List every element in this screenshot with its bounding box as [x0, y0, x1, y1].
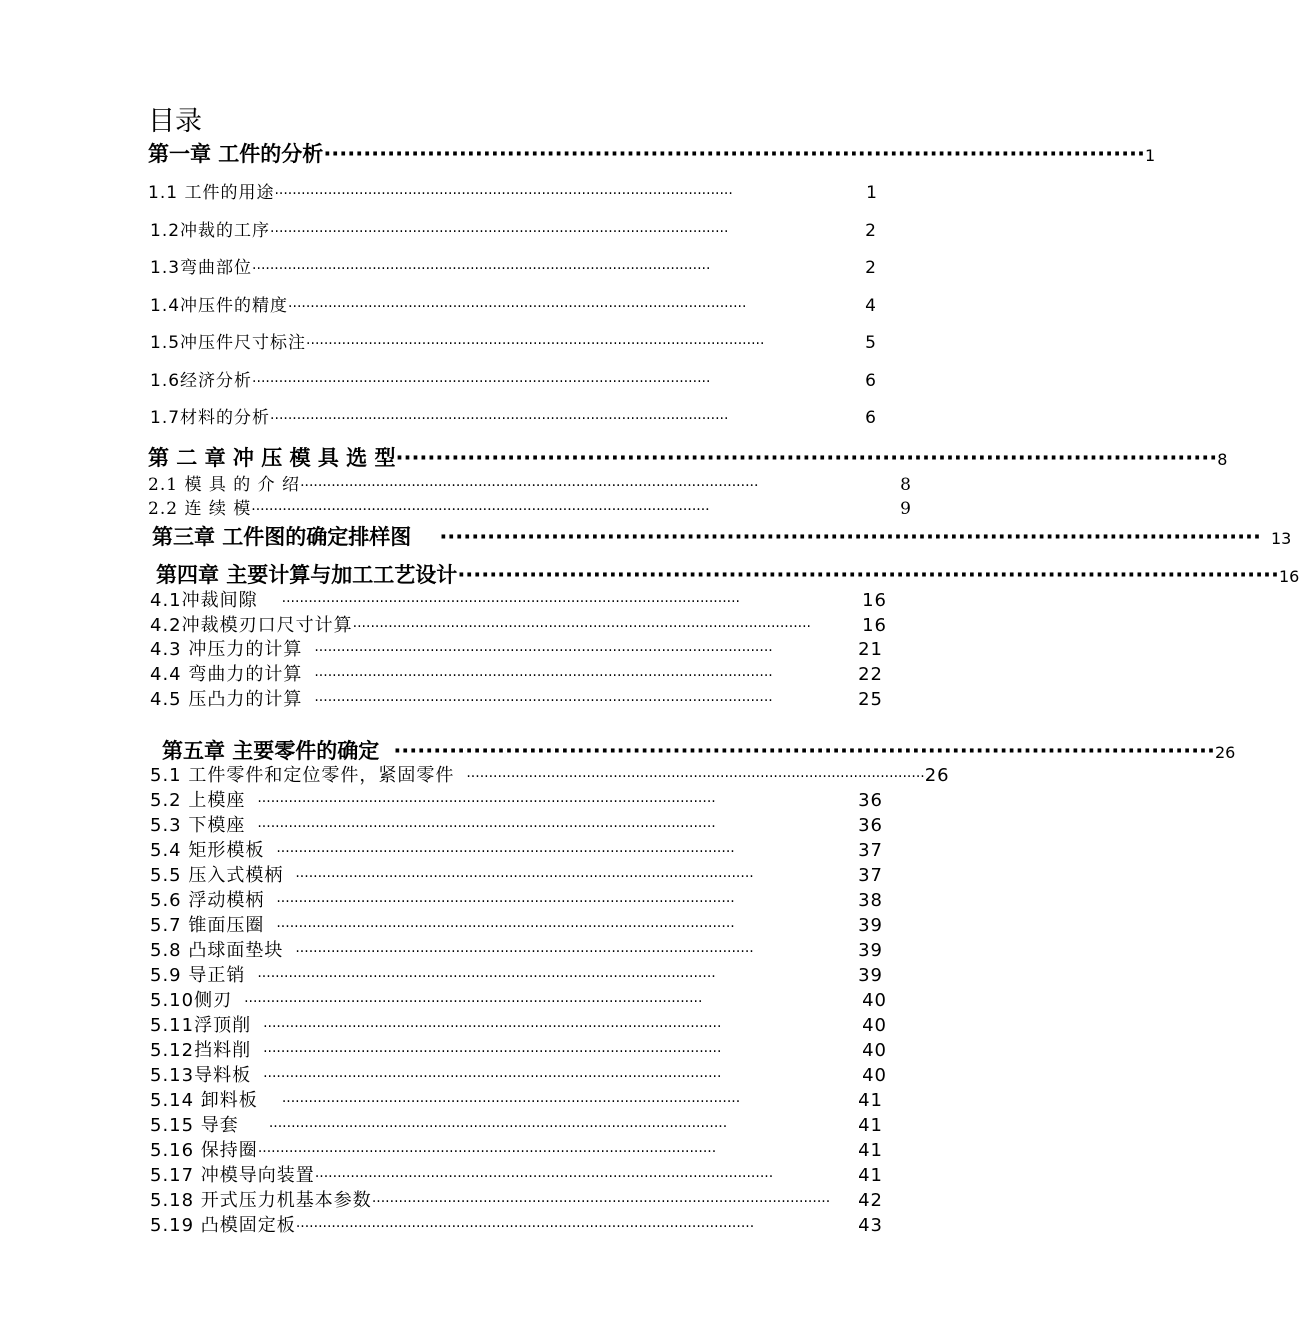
- toc-leader: ·······································································································: [276, 844, 735, 860]
- toc-page-number: 40: [862, 1040, 887, 1061]
- toc-page-number: 9: [900, 499, 912, 519]
- toc-entry-ch5[interactable]: [162, 737, 1236, 767]
- toc-leader: ·······································································································: [274, 186, 733, 202]
- toc-entry-4-1[interactable]: [150, 589, 887, 614]
- toc-entry-ch1[interactable]: [148, 140, 1156, 170]
- toc-leader: ·······································································································: [276, 919, 735, 935]
- toc-label: 5.3 下模座: [150, 815, 246, 836]
- toc-label: 1.3弯曲部位: [150, 258, 253, 278]
- toc-leader: ·······································································································: [263, 1044, 722, 1060]
- toc-label: 5.14 卸料板: [150, 1090, 258, 1111]
- toc-entry-1-1[interactable]: [148, 181, 878, 206]
- toc-leader: ·······································································································: [268, 1119, 728, 1135]
- toc-entry-5-15[interactable]: [150, 1114, 883, 1139]
- toc-label: 5.18 开式压力机基本参数: [150, 1190, 372, 1211]
- toc-entry-4-5[interactable]: [150, 688, 883, 713]
- toc-label: 4.3 冲压力的计算: [150, 639, 303, 660]
- toc-entry-1-4[interactable]: [150, 294, 877, 319]
- toc-page-number: 41: [858, 1165, 883, 1186]
- toc-entry-5-3[interactable]: [150, 814, 883, 839]
- toc-label: 第五章 主要零件的确定: [162, 739, 380, 763]
- toc-leader: ·······································································································: [257, 969, 716, 985]
- toc-page-number: 39: [858, 965, 883, 986]
- toc-page-number: 37: [858, 865, 883, 886]
- toc-leader: ·······································································································: [270, 224, 729, 240]
- toc-leader: ·······································································································: [371, 1194, 831, 1210]
- toc-label: 5.12挡料削: [150, 1040, 252, 1061]
- toc-label: 第一章 工件的分析: [148, 142, 324, 166]
- toc-entry-5-1[interactable]: [150, 764, 950, 789]
- toc-leader: ·······································································································: [263, 1069, 722, 1085]
- toc-page-number: 1: [866, 183, 878, 203]
- toc-page-number: 36: [858, 790, 883, 811]
- toc-leader: ·······································································································: [257, 1144, 717, 1160]
- toc-entry-5-18[interactable]: [150, 1189, 883, 1214]
- toc-label: 5.13导料板: [150, 1065, 252, 1086]
- toc-entry-5-7[interactable]: [150, 914, 883, 939]
- toc-entry-5-16[interactable]: [150, 1139, 883, 1164]
- toc-entry-4-2[interactable]: [150, 614, 887, 639]
- toc-label: 5.17 冲模导向装置: [150, 1165, 315, 1186]
- toc-leader: ·······································································································: [276, 894, 735, 910]
- toc-label: 5.10侧刃: [150, 990, 233, 1011]
- toc-leader: ·······································································································: [270, 411, 729, 427]
- toc-page-number: 16: [862, 590, 887, 611]
- toc-label: 第三章 工件图的确定排样图: [152, 525, 412, 549]
- toc-entry-ch2[interactable]: [148, 444, 1228, 474]
- toc-page-number: 38: [858, 890, 883, 911]
- toc-page-number: 39: [858, 940, 883, 961]
- toc-leader: ·······································································································: [395, 446, 1218, 470]
- toc-entry-5-6[interactable]: [150, 889, 883, 914]
- toc-entry-1-5[interactable]: [150, 331, 877, 356]
- toc-label: 5.8 凸球面垫块: [150, 940, 284, 961]
- toc-leader: ·······································································································: [251, 502, 710, 518]
- toc-leader: ·······································································································: [252, 261, 711, 277]
- toc-entry-5-4[interactable]: [150, 839, 883, 864]
- toc-leader: ·······································································································: [323, 142, 1145, 166]
- toc-page-number: 37: [858, 840, 883, 861]
- toc-entry-1-7[interactable]: [150, 406, 877, 431]
- toc-entry-5-13[interactable]: [150, 1064, 887, 1089]
- toc-label: 5.1 工件零件和定位零件，紧固零件: [150, 765, 455, 786]
- toc-page-number: 2: [865, 258, 877, 278]
- toc-entry-1-6[interactable]: [150, 369, 877, 394]
- toc-entry-5-8[interactable]: [150, 939, 883, 964]
- toc-label: 5.19 凸模固定板: [150, 1215, 296, 1236]
- toc-leader: ·······································································································: [263, 1019, 722, 1035]
- toc-entry-5-2[interactable]: [150, 789, 883, 814]
- toc-entry-ch3[interactable]: [152, 523, 1292, 553]
- toc-page-number: 8: [1217, 450, 1228, 469]
- toc-page-number: 42: [858, 1190, 883, 1211]
- toc-label: 5.6 浮动模柄: [150, 890, 265, 911]
- toc-page-number: 6: [865, 371, 877, 391]
- toc-page-number: 41: [858, 1140, 883, 1161]
- toc-leader: ·······································································································: [439, 525, 1261, 549]
- toc-label: 4.5 压凸力的计算: [150, 689, 303, 710]
- toc-label: 1.1 工件的用途: [148, 183, 275, 203]
- toc-page-number: 5: [865, 333, 877, 353]
- toc-page-number: 22: [858, 664, 883, 685]
- toc-label: 5.7 锥面压圈: [150, 915, 265, 936]
- toc-page-number: 1: [1145, 146, 1156, 165]
- toc-page-number: 2: [865, 221, 877, 241]
- toc-leader: ·······································································································: [393, 739, 1215, 763]
- toc-page-number: 26: [924, 765, 950, 786]
- toc-title: 目录: [148, 106, 202, 137]
- toc-entry-2-1[interactable]: [148, 473, 912, 498]
- toc-leader: ·······································································································: [252, 374, 711, 390]
- toc-entry-1-2[interactable]: [150, 219, 877, 244]
- toc-leader: ·······································································································: [257, 819, 716, 835]
- toc-page-number: 43: [858, 1215, 883, 1236]
- toc-page-number: 21: [858, 639, 883, 660]
- toc-label: 5.11浮顶削: [150, 1015, 252, 1036]
- toc-entry-2-2[interactable]: [148, 497, 912, 522]
- toc-label: 5.4 矩形模板: [150, 840, 265, 861]
- toc-page-number: 41: [858, 1090, 883, 1111]
- toc-label: 5.9 导正销: [150, 965, 246, 986]
- toc-leader: ·······································································································: [457, 563, 1279, 587]
- toc-label: 1.4冲压件的精度: [150, 296, 289, 316]
- toc-label: 5.16 保持圈: [150, 1140, 258, 1161]
- toc-page-number: 16: [1279, 567, 1299, 586]
- toc-leader: ·······································································································: [306, 336, 765, 352]
- toc-leader: ·······································································································: [352, 619, 812, 635]
- toc-page-number: 36: [858, 815, 883, 836]
- toc-entry-4-4[interactable]: [150, 663, 883, 688]
- toc-page-number: 16: [862, 615, 887, 636]
- toc-label: 第 二 章 冲 压 模 具 选 型: [148, 446, 396, 470]
- toc-page-number: 40: [862, 1015, 887, 1036]
- toc-entry-5-5[interactable]: [150, 864, 883, 889]
- toc-page-number: 39: [858, 915, 883, 936]
- toc-label: 1.2冲裁的工序: [150, 221, 271, 241]
- toc-label: 1.6经济分析: [150, 371, 253, 391]
- toc-label: 1.5冲压件尺寸标注: [150, 333, 307, 353]
- toc-page-number: 4: [865, 296, 877, 316]
- toc-leader: ·······································································································: [257, 794, 716, 810]
- toc-leader: ·······································································································: [244, 994, 703, 1010]
- toc-label: 1.7材料的分析: [150, 408, 271, 428]
- toc-label: 2.2 连 续 模: [148, 499, 252, 519]
- toc-label: 第四章 主要计算与加工工艺设计: [156, 563, 458, 587]
- toc-page-number: 40: [862, 1065, 887, 1086]
- toc-page-number: 6: [865, 408, 877, 428]
- toc-leader: ·······································································································: [295, 1219, 755, 1235]
- toc-entry-5-12[interactable]: [150, 1039, 887, 1064]
- toc-leader: ·······································································································: [295, 944, 754, 960]
- toc-leader: ·······································································································: [466, 769, 925, 785]
- toc-leader: ·······································································································: [314, 668, 773, 684]
- toc-leader: ·······································································································: [281, 1094, 741, 1110]
- toc-entry-5-11[interactable]: [150, 1014, 887, 1039]
- toc-leader: ·······································································································: [295, 869, 754, 885]
- toc-page-number: 40: [862, 990, 887, 1011]
- toc-leader: ·······································································································: [281, 594, 741, 610]
- toc-leader: ·······································································································: [300, 478, 759, 494]
- toc-entry-5-17[interactable]: [150, 1164, 883, 1189]
- toc-leader: ·······································································································: [314, 693, 773, 709]
- toc-entry-5-14[interactable]: [150, 1089, 883, 1114]
- toc-entry-ch4[interactable]: [156, 561, 1299, 591]
- toc-label: 4.1冲裁间隙: [150, 590, 258, 611]
- toc-entry-5-9[interactable]: [150, 964, 883, 989]
- toc-leader: ·······································································································: [314, 643, 773, 659]
- toc-label: 4.2冲裁模刃口尺寸计算: [150, 615, 353, 636]
- toc-leader: ·······································································································: [288, 299, 747, 315]
- toc-page-number: 26: [1215, 743, 1236, 762]
- toc-label: 5.15 导套: [150, 1115, 239, 1136]
- toc-entry-5-19[interactable]: [150, 1214, 883, 1239]
- toc-label: 2.1 模 具 的 介 绍: [148, 475, 301, 495]
- toc-page-number: 8: [900, 475, 912, 495]
- toc-leader: ·······································································································: [314, 1169, 774, 1185]
- toc-page-number: 13: [1271, 529, 1292, 548]
- toc-label: 5.5 压入式模柄: [150, 865, 284, 886]
- toc-page-number: 25: [858, 689, 883, 710]
- toc-entry-4-3[interactable]: [150, 638, 883, 663]
- toc-page-number: 41: [858, 1115, 883, 1136]
- toc-label: 4.4 弯曲力的计算: [150, 664, 303, 685]
- toc-label: 5.2 上模座: [150, 790, 246, 811]
- toc-entry-1-3[interactable]: [150, 256, 877, 281]
- toc-entry-5-10[interactable]: [150, 989, 887, 1014]
